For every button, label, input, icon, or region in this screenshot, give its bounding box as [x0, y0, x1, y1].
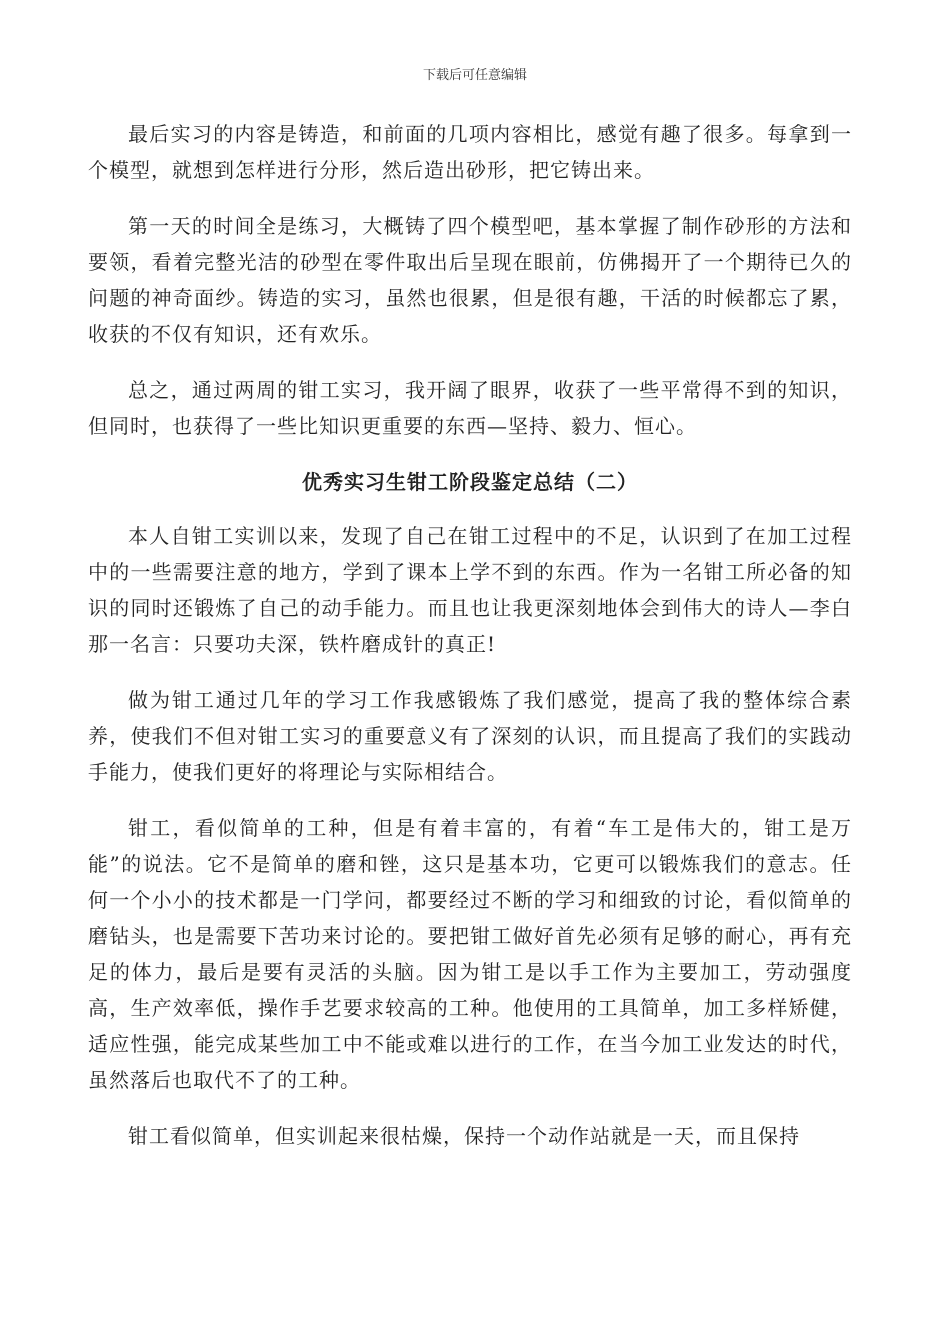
paragraph: 第一天的时间全是练习，大概铸了四个模型吧，基本掌握了制作砂形的方法和要领，看着完整光洁的砂型在零件取出后呈现在眼前，仿佛揭开了一个期待已久的问题的神奇面纱。铸造的实习，虽然也很累，但是很有趣，干活的时候都忘了累，收获的不仅有知识，还有欢乐。: [88, 214, 852, 346]
page-header: 下载后可任意编辑: [422, 68, 527, 83]
paragraph: 钳工，看似简单的工种，但是有着丰富的，有着“车工是伟大的，钳工是万能”的说法。它不是简单的磨和锉，这只是基本功，它更可以锻炼我们的意志。任何一个小小的技术都是一门学问，都要经过不断的学习和细致的讨论，看似简单的磨钻头，也是需要下苦功来讨论的。要把钳工做好首先必须有足够的耐心，再有充足的体力，最后是要有灵活的头脑。因为钳工是以手工作为主要加工，劳动强度高，生产效率低，操作手艺要求较高的工种。他使用的工具简单，加工多样矫健，适应性强，能完成某些加工中不能或难以进行的工作，在当今加工业发达的时代，虽然落后也取代不了的工种。: [88, 816, 852, 1092]
paragraph: 做为钳工通过几年的学习工作我感锻炼了我们感觉，提高了我的整体综合素养，使我们不但对钳工实习的重要意义有了深刻的认识，而且提高了我们的实践动手能力，使我们更好的将理论与实际相结合。: [88, 688, 852, 784]
paragraph: 钳工看似简单，但实训起来很枯燥，保持一个动作站就是一天，而且保持: [128, 1124, 800, 1148]
document-body: [88, 116, 852, 1174]
paragraph: 本人自钳工实训以来，发现了自己在钳工过程中的不足，认识到了在加工过程中的一些需要注意的地方，学到了课本上学不到的东西。作为一名钳工所必备的知识的同时还锻炼了自己的动手能力。而且也让我更深刻地体会到伟大的诗人—李白那一名言：只要功夫深，铁杵磨成针的真正!: [88, 524, 852, 656]
paragraph: 总之，通过两周的钳工实习，我开阔了眼界，收获了一些平常得不到的知识，但同时，也获得了一些比知识更重要的东西—坚持、毅力、恒心。: [88, 378, 852, 438]
paragraph: 最后实习的内容是铸造，和前面的几项内容相比，感觉有趣了很多。每拿到一个模型，就想到怎样进行分形，然后造出砂形，把它铸出来。: [88, 122, 852, 182]
section-title: 优秀实习生钳工阶段鉴定总结（二）: [302, 470, 638, 494]
